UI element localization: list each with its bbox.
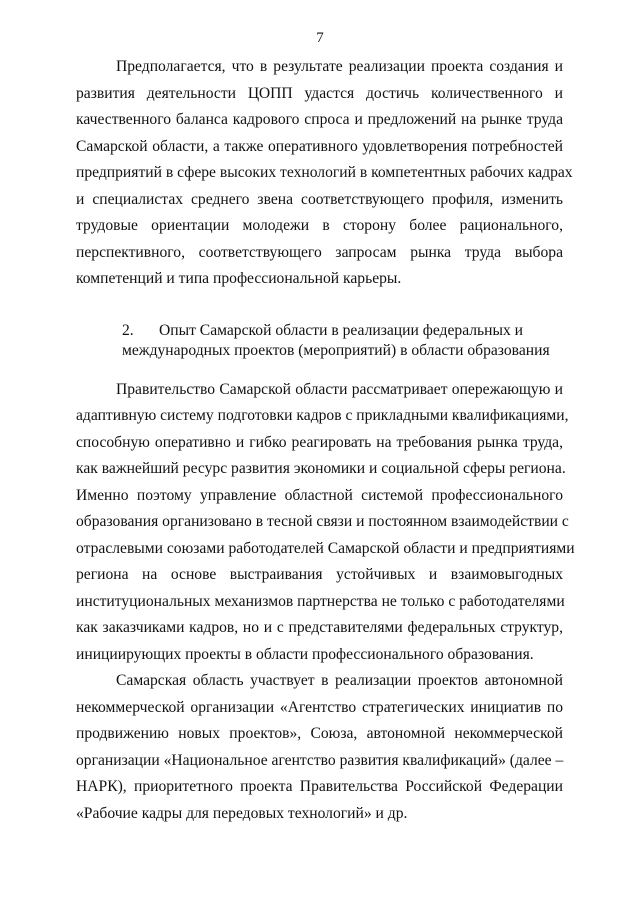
paragraph-2-line-3: способную оперативно и гибко реагировать на требования рынка труда, [76,434,563,451]
paragraph-3-line-5: НАРК), приоритетного проекта Правительства Российской Федерации [76,778,563,795]
paragraph-1-line-4: Самарской области, а также оперативного удовлетворения потребностей [76,138,563,155]
paragraph-1-line-2: развития деятельности ЦОПП удастся достичь количественного и [76,85,563,102]
paragraph-1-line-6: и специалистах среднего звена соответствующего профиля, изменить [76,191,563,208]
paragraph-2-line-7: отраслевыми союзами работодателей Самарской области и предприятиями [76,540,575,557]
paragraph-2-line-4: как важнейший ресурс развития экономики и социальной сферы региона. [76,460,566,477]
section-number: 2. [122,322,134,339]
paragraph-1-line-7: трудовые ориентации молодежи в сторону более рационального, [76,217,563,234]
paragraph-2-line-6: образования организовано в тесной связи и постоянном взаимодействии с [76,513,569,530]
paragraph-2-line-1: Правительство Самарской области рассматривает опережающую и [116,381,563,398]
paragraph-1-line-8: перспективного, соответствующего запросам рынка труда выбора [76,244,563,261]
paragraph-2-line-11: инициирующих проекты в области профессионального образования. [76,646,534,663]
paragraph-1-line-9: компетенций и типа профессиональной карьеры. [76,270,402,287]
paragraph-3-line-4: организации «Национальное агентство развития квалификаций» (далее – [76,752,564,769]
paragraph-3-line-1: Самарская область участвует в реализации проектов автономной [116,672,563,689]
paragraph-2-line-2: адаптивную систему подготовки кадров с прикладными квалификациями, [76,407,569,424]
page-number: 7 [316,30,324,46]
paragraph-3-line-6: «Рабочие кадры для передовых технологий» и др. [76,805,408,822]
paragraph-1-line-3: качественного баланса кадрового спроса и предложений на рынке труда [76,111,563,128]
section-heading-line-2: международных проектов (мероприятий) в области образования [122,342,550,359]
paragraph-2-line-8: региона на основе выстраивания устойчивых и взаимовыгодных [76,566,563,583]
paragraph-2-line-9: институциональных механизмов партнерства не только с работодателями [76,593,565,610]
paragraph-3-line-3: продвижению новых проектов», Союза, автономной некоммерческой [76,725,563,742]
paragraph-3-line-2: некоммерческой организации «Агентство стратегических инициатив по [76,699,563,716]
paragraph-1-line-1: Предполагается, что в результате реализации проекта создания и [116,58,563,75]
section-heading-line-1: Опыт Самарской области в реализации федеральных и [159,322,524,339]
paragraph-1-line-5: предприятий в сфере высоких технологий в компетентных рабочих кадрах [76,164,573,181]
paragraph-2-line-10: как заказчиками кадров, но и с представителями федеральных структур, [76,619,563,636]
paragraph-2-line-5: Именно поэтому управление областной системой профессионального [76,487,563,504]
